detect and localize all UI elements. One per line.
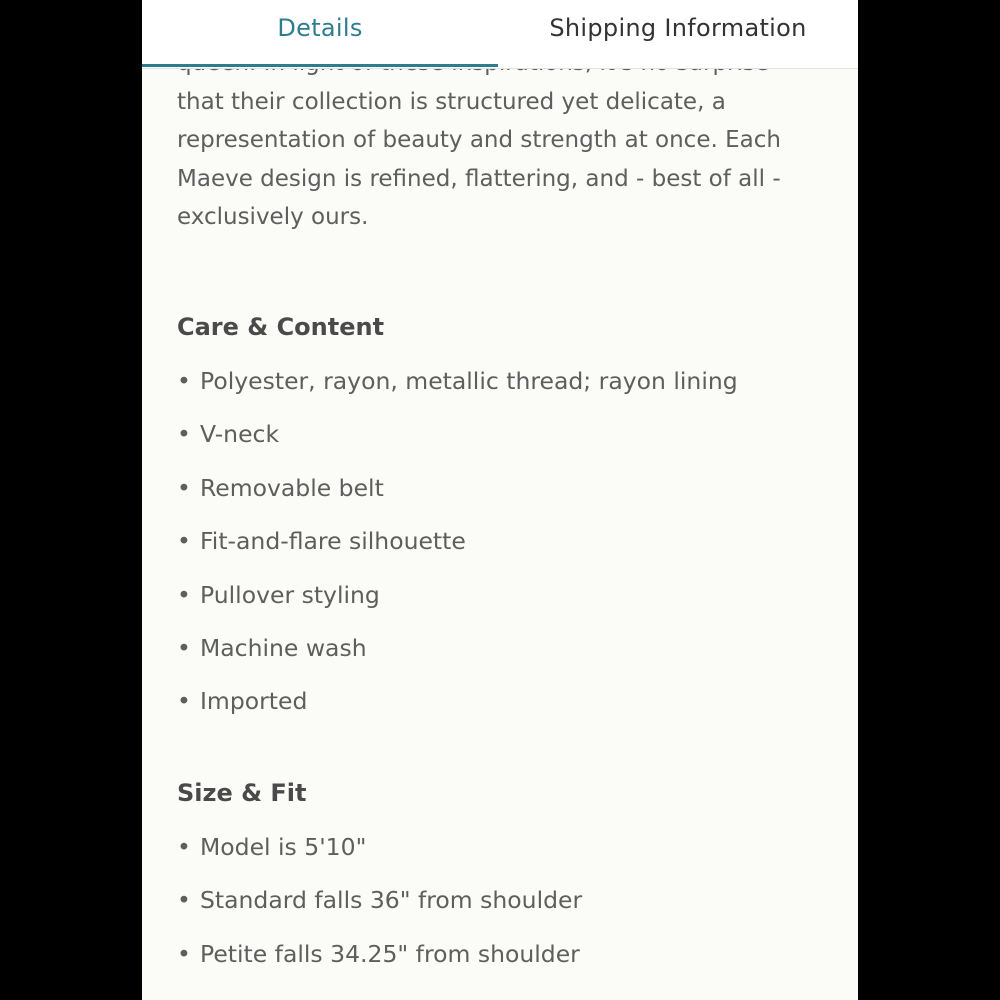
list-item bbox=[177, 686, 738, 739]
bullet-icon: • bbox=[177, 420, 191, 449]
care-item-text: V-neck bbox=[200, 420, 280, 449]
list-item bbox=[177, 473, 738, 526]
care-item-text: Imported bbox=[200, 687, 308, 716]
size-item-text: Standard falls 36" from shoulder bbox=[200, 886, 583, 915]
list-item bbox=[177, 885, 582, 938]
size-item-text: Model is 5'10" bbox=[200, 833, 367, 861]
care-item-text: Machine wash bbox=[200, 633, 367, 662]
details-scroll-area[interactable] bbox=[142, 0, 858, 1000]
bullet-icon: • bbox=[177, 527, 191, 556]
description-line: that their collection is structured yet delicate, a bbox=[177, 88, 726, 115]
bullet-icon: • bbox=[177, 833, 191, 861]
bullet-icon: • bbox=[177, 939, 191, 968]
care-item-text: Polyester, rayon, metallic thread; rayon lining bbox=[200, 367, 738, 395]
size-item-text: Petite falls 34.25" from shoulder bbox=[200, 939, 580, 968]
tab-bar bbox=[142, 0, 858, 69]
care-content-list bbox=[177, 366, 738, 740]
list-item bbox=[177, 526, 738, 579]
tab-details[interactable]: Details bbox=[277, 14, 363, 42]
bullet-icon: • bbox=[177, 580, 191, 609]
bullet-icon: • bbox=[177, 473, 191, 502]
list-item bbox=[177, 580, 738, 633]
care-item-text: Fit-and-flare silhouette bbox=[200, 527, 466, 556]
bullet-icon: • bbox=[177, 633, 191, 662]
description-line: exclusively ours. bbox=[177, 204, 369, 230]
list-item bbox=[177, 832, 582, 885]
product-details-screen bbox=[142, 0, 858, 1000]
list-item bbox=[177, 633, 738, 686]
list-item bbox=[177, 939, 582, 992]
tab-shipping-information[interactable]: Shipping Information bbox=[549, 14, 807, 42]
bullet-icon: • bbox=[177, 687, 191, 716]
description-line: representation of beauty and strength at once. Each bbox=[177, 127, 781, 153]
list-item bbox=[177, 366, 738, 419]
active-tab-indicator bbox=[142, 64, 498, 67]
care-item-text: Removable belt bbox=[200, 473, 384, 502]
description-line: Maeve design is refined, flattering, and - best of all - bbox=[177, 165, 781, 192]
bullet-icon: • bbox=[177, 886, 191, 915]
care-content-heading: Care & Content bbox=[177, 313, 385, 341]
size-fit-heading: Size & Fit bbox=[177, 779, 307, 807]
bullet-icon: • bbox=[177, 367, 191, 395]
list-item bbox=[177, 419, 738, 472]
care-item-text: Pullover styling bbox=[200, 580, 380, 609]
size-fit-list bbox=[177, 832, 582, 992]
description-paragraph bbox=[177, 44, 817, 237]
